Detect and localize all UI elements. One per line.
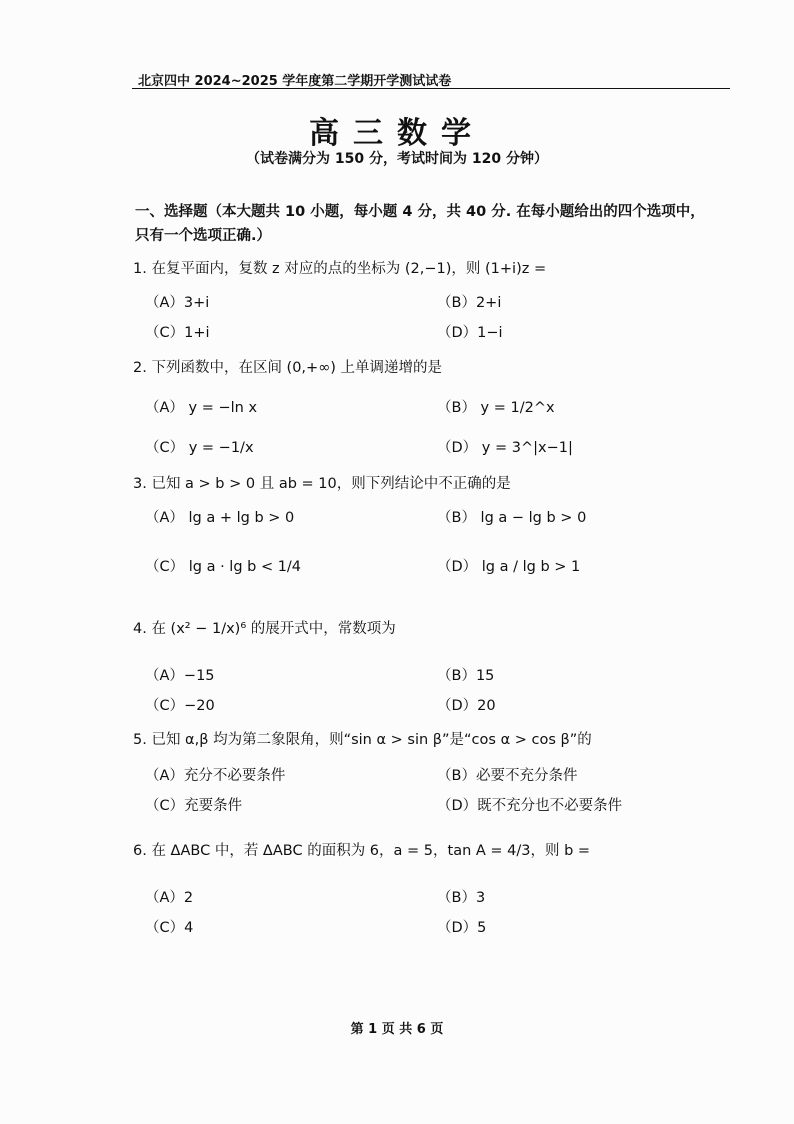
question-5-stem: 5. 已知 α,β 均为第二象限角，则“sin α > sin β”是“cos α > cos β”的 [133,732,592,748]
page-footer: 第 1 页 共 6 页 [350,1022,444,1037]
question-1-option-d: （D）1−i [437,325,503,341]
question-2-stem: 2. 下列函数中，在区间 (0,+∞) 上单调递增的是 [133,360,443,376]
question-6-option-b: （B）3 [437,890,486,906]
exam-header: 北京四中 2024~2025 学年度第二学期开学测试试卷 [138,74,452,89]
page-subtitle: （试卷满分为 150 分，考试时间为 120 分钟） [246,151,548,167]
question-5-option-a: （A）充分不必要条件 [145,768,286,784]
section-heading-line2: 只有一个选项正确.） [135,228,272,244]
question-3-option-a: （A） lg a + lg b > 0 [145,510,295,526]
question-6-option-d: （D）5 [437,920,487,936]
page-title: 高三数学 [309,116,485,151]
question-1-stem: 1. 在复平面内，复数 z 对应的点的坐标为 (2,−1)，则 (1+i)z = [133,261,547,277]
question-3-option-c: （C） lg a · lg b < 1/4 [145,559,302,575]
question-2-option-a: （A） y = −ln x [145,400,258,416]
question-3-option-b: （B） lg a − lg b > 0 [437,510,587,526]
question-4-option-a: （A）−15 [145,668,215,684]
question-5-option-b: （B）必要不充分条件 [437,768,578,784]
header-rule [132,88,730,89]
question-1-option-b: （B）2+i [437,295,502,311]
question-5-option-d: （D）既不充分也不必要条件 [437,798,623,814]
question-3-option-d: （D） lg a / lg b > 1 [437,559,581,575]
question-2-option-b: （B） y = 1/2^x [437,400,555,416]
section-heading-line1: 一、选择题（本大题共 10 小题，每小题 4 分，共 40 分. 在每小题给出的四个选项中， [135,204,705,220]
question-1-option-a: （A）3+i [145,295,210,311]
question-2-option-c: （C） y = −1/x [145,440,254,456]
question-4-option-c: （C）−20 [145,698,215,714]
question-4-option-b: （B）15 [437,668,495,684]
question-1-option-c: （C）1+i [145,325,210,341]
question-6-option-c: （C）4 [145,920,194,936]
question-6-option-a: （A）2 [145,890,194,906]
question-2-option-d: （D） y = 3^|x−1| [437,440,573,456]
question-3-stem: 3. 已知 a > b > 0 且 ab = 10，则下列结论中不正确的是 [133,476,511,492]
question-5-option-c: （C）充要条件 [145,798,243,814]
question-4-stem: 4. 在 (x² − 1/x)⁶ 的展开式中，常数项为 [133,621,396,637]
question-6-stem: 6. 在 ΔABC 中，若 ΔABC 的面积为 6，a = 5，tan A = 4/3，则 b = [133,843,591,859]
question-4-option-d: （D）20 [437,698,496,714]
